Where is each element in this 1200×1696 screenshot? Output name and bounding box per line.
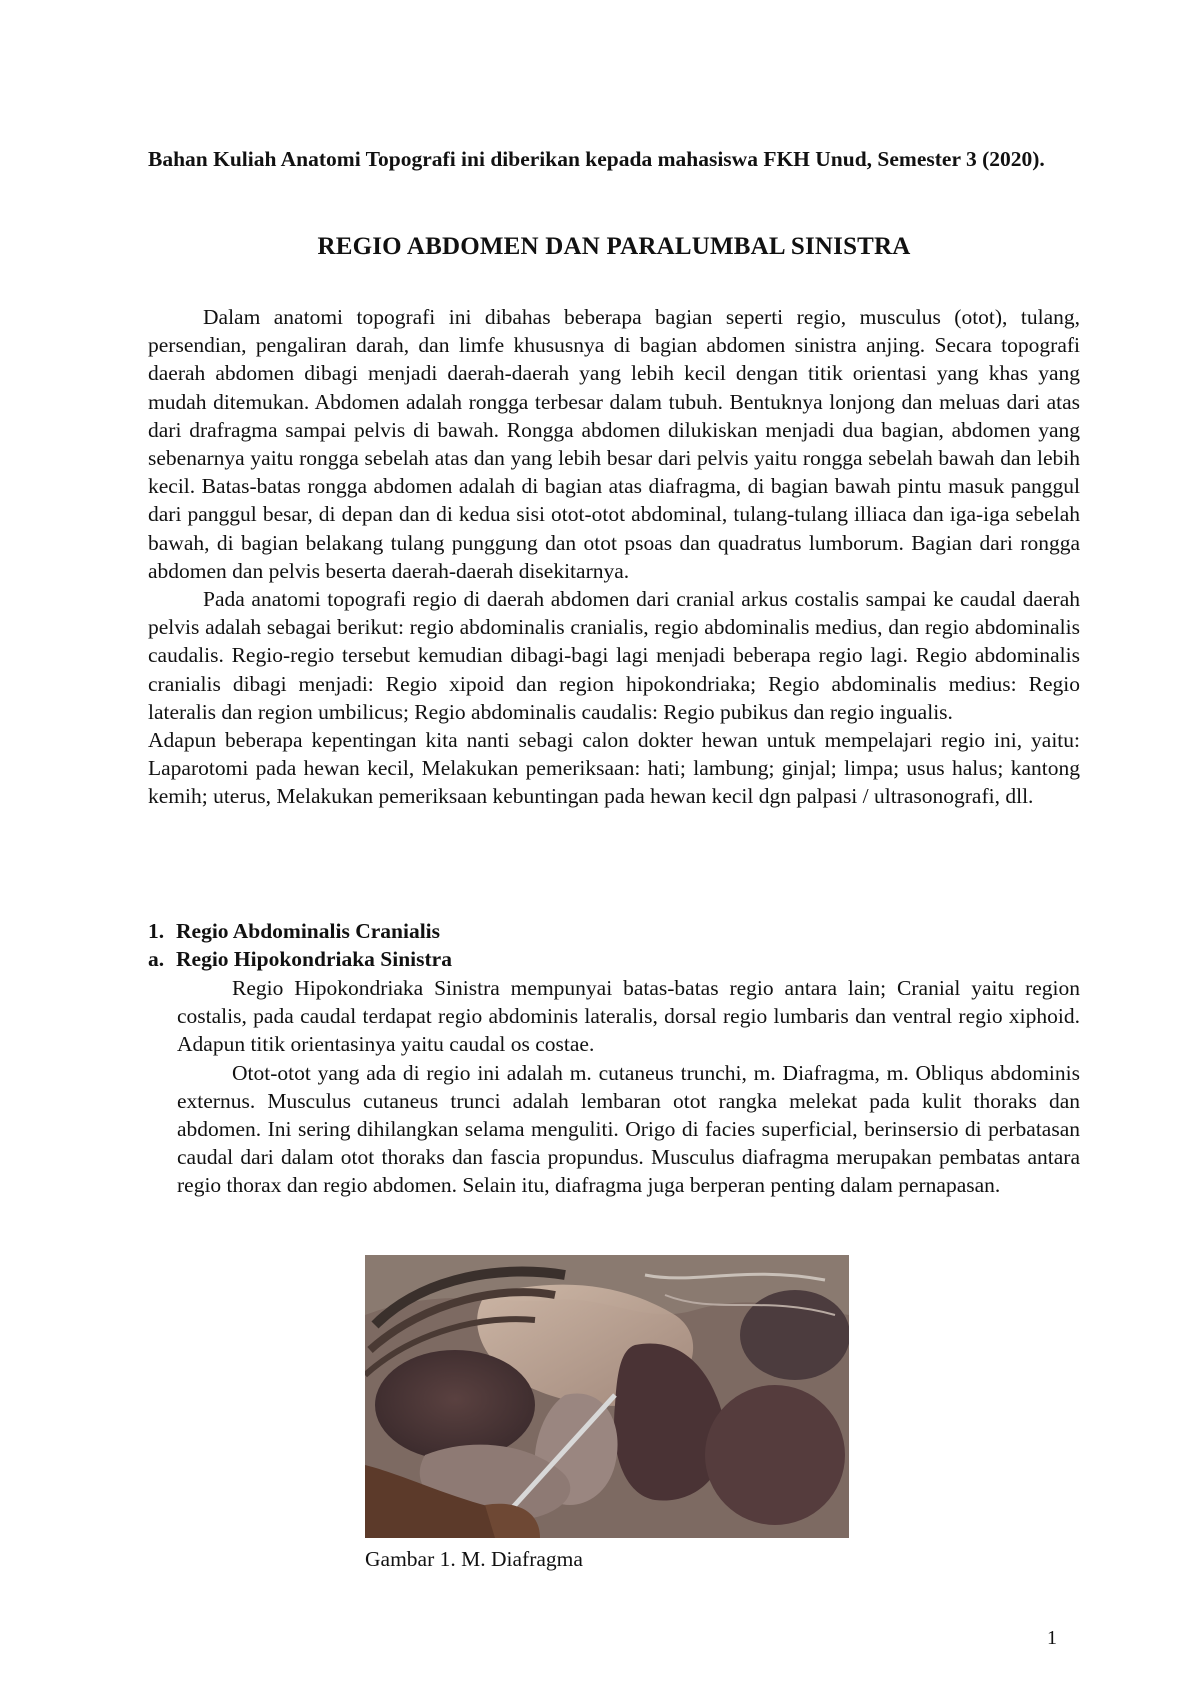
page-number: 1: [1047, 1627, 1057, 1649]
section-heading: [148, 917, 440, 945]
paragraph: Pada anatomi topografi regio di daerah abdomen dari cranial arkus costalis sampai ke caudal daerah pelvis adalah sebagai berikut: regio abdominalis cranialis, regio abdominalis medius, dan regio abdominalis caudalis. Regio-regio tersebut kemudian dibagi-bagi lagi menjadi beberapa regio lagi. Regio abdominalis cranialis dibagi menjadi: Regio xipoid dan region hipokondriaka; Regio abdominalis medius: Regio lateralis dan region umbilicus; Regio abdominalis caudalis: Regio pubikus dan regio ingualis.: [148, 587, 1080, 724]
figure-caption: Gambar 1. M. Diafragma: [365, 1547, 583, 1571]
course-note: Bahan Kuliah Anatomi Topografi ini diberikan kepada mahasiswa FKH Unud, Semester 3 (2020).: [148, 147, 1045, 171]
heading-number: a.: [148, 947, 165, 971]
intro-text: [148, 303, 1080, 811]
heading-number: 1.: [148, 919, 165, 943]
dissection-photo: [365, 1255, 849, 1538]
paragraph: Adapun beberapa kepentingan kita nanti sebagi calon dokter hewan untuk mempelajari regio ini, yaitu: Laparotomi pada hewan kecil, Melakukan pemeriksaan: hati; lambung; ginjal; limpa; usus halus; kantong kemih; uterus, Melakukan pemeriksaan kebuntingan pada hewan kecil dgn palpasi / ultrasonografi, dll.: [148, 728, 1080, 809]
subsection-heading: [148, 945, 452, 973]
paragraph: Otot-otot yang ada di regio ini adalah m. cutaneus trunchi, m. Diafragma, m. Obliqus abdominis externus. Musculus cutaneus trunci adalah lembaran otot rangka melekat pada kulit thoraks dan abdomen. Ini sering dihilangkan selama menguliti. Origo di facies superficial, berinsersio di perbatasan caudal dari dalam otot thoraks dan fascia propundus. Musculus diafragma merupakan pembatas antara regio thorax dan regio abdomen. Selain itu, diafragma juga berperan penting dalam pernapasan.: [177, 1060, 1080, 1198]
heading-text: Regio Hipokondriaka Sinistra: [176, 947, 452, 971]
heading-text: Regio Abdominalis Cranialis: [176, 919, 441, 943]
section-text: [177, 974, 1080, 1200]
paragraph: Regio Hipokondriaka Sinistra mempunyai batas-batas regio antara lain; Cranial yaitu region costalis, pada caudal terdapat regio abdominis lateralis, dorsal regio lumbaris dan ventral regio xiphoid. Adapun titik orientasinya yaitu caudal os costae.: [177, 976, 1080, 1057]
dissection-photo-icon: [365, 1255, 849, 1538]
paragraph: Dalam anatomi topografi ini dibahas beberapa bagian seperti regio, musculus (otot), tulang, persendian, pengaliran darah, dan limfe khususnya di bagian abdomen sinistra anjing. Secara topografi daerah abdomen dibagi menjadi daerah-daerah yang lebih kecil dengan titik orientasi yang khas yang mudah ditemukan. Abdomen adalah rongga terbesar dalam tubuh. Bentuknya lonjong dan meluas dari atas dari drafragma sampai pelvis di bawah. Rongga abdomen dilukiskan menjadi dua bagian, abdomen yang sebenarnya yaitu rongga sebelah atas dan yang lebih besar dari pelvis yaitu rongga sebelah bawah dan lebih kecil. Batas-batas rongga abdomen adalah di bagian atas diafragma, di bagian bawah pintu masuk panggul dari panggul besar, di depan dan di kedua sisi otot-otot abdominal, tulang-tulang illiaca dan iga-iga sebelah bawah, di bagian belakang tulang punggung dan otot psoas dan quadratus lumborum. Bagian dari rongga abdomen dan pelvis beserta daerah-daerah disekitarnya.: [148, 305, 1080, 583]
page-title: REGIO ABDOMEN DAN PARALUMBAL SINISTRA: [317, 233, 911, 260]
